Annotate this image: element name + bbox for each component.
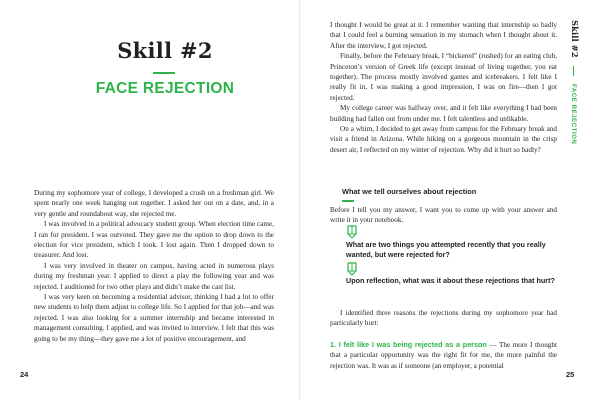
page-number-left: 24 (20, 370, 29, 379)
paragraph (330, 340, 557, 371)
running-head-divider (573, 66, 574, 76)
paragraph: I was very keen on becoming a residential advisor, thinking I had a lot to offer new students to help them adjust to college life. So I applied for that job—and was rejected. I was also looking for a summer internship and became interested in management consulting. I applied, and was invited to interview. I felt that this was going to be my thing—they gave me a lot of positive encouragement, and (34, 293, 274, 343)
paragraph: Before I tell you my answer, I want you to come up with your answer and write it in your notebook. (330, 206, 557, 225)
section-divider (342, 200, 354, 202)
reason-text: — The more I thought that a particular opportunity was the right fit for me, the more painful the rejection was. It was as if someone (an employer, a potential (330, 341, 557, 370)
paragraph: On a whim, I decided to get away from campus for the February break and visit a friend in Arizona. While hiking on a gorgeous mountain in the crisp desert air, I reflected on my winter of rejection. Why did it hurt so badly? (330, 125, 557, 154)
reasons-intro (330, 308, 557, 329)
paragraph: Finally, before the February break, I “bickered” (rushed) for an eating club, Princeton’s version of Greek life (except instead of living together, you eat together). The process mostly involved games and icebreakers. I felt like I really fit in, I was making a good impression, I was on fire—then I got rejected. (330, 52, 557, 102)
left-body-text (34, 188, 274, 344)
pencil-icon (346, 225, 358, 239)
reason-lead: 1. I felt like I was being rejected as a person (330, 340, 487, 349)
running-head-label: FACE REJECTION (570, 84, 576, 145)
reason-1 (330, 340, 557, 371)
paragraph: I thought I would be great at it. I remember wanting that internship so badly that I could feel a burning sensation in my stomach when I thought about it. After the interview, I got rejected. (330, 21, 557, 50)
paragraph: I was involved in a political advocacy student group. When election time came, I ran for president. I was outvoted. They gave me the option to drop down to the election for vice president, which I took. I lost again. Then I dropped down to treasurer. And lost. (34, 220, 274, 260)
paragraph: I was very involved in theater on campus, having acted in numerous plays during my freshman year. I applied to direct a play the following year and was rejected. I auditioned for two other plays and didn’t make the cast list. (34, 261, 274, 291)
right-body-text (330, 20, 557, 155)
skill-title: Skill #2 (117, 38, 213, 63)
writing-prompt: What are two things you attempted recently that you really wanted, but were rejected for? (346, 240, 546, 260)
book-gutter (299, 0, 301, 400)
page-number-right: 25 (566, 370, 575, 379)
title-divider (153, 72, 175, 74)
intro-text (330, 205, 557, 226)
paragraph: I identified three reasons the rejections during my sophomore year had particularly hurt: (330, 309, 557, 328)
running-head-skill: Skill #2 (569, 20, 579, 58)
paragraph: During my sophomore year of college, I developed a crush on a freshman girl. We spent nearly one week hanging out together. I asked her out on a date, and, in a very gentle and roundabout way, she rejected me. (34, 189, 274, 218)
paragraph: My college career was halfway over, and it felt like everything I had been building had fallen out from under me. I felt talentless and unlikable. (330, 104, 557, 123)
pencil-icon (346, 262, 358, 276)
writing-prompt: Upon reflection, what was it about these rejections that hurt? (346, 276, 555, 285)
skill-subtitle: FACE REJECTION (95, 80, 235, 97)
section-heading: What we tell ourselves about rejection (342, 187, 477, 196)
